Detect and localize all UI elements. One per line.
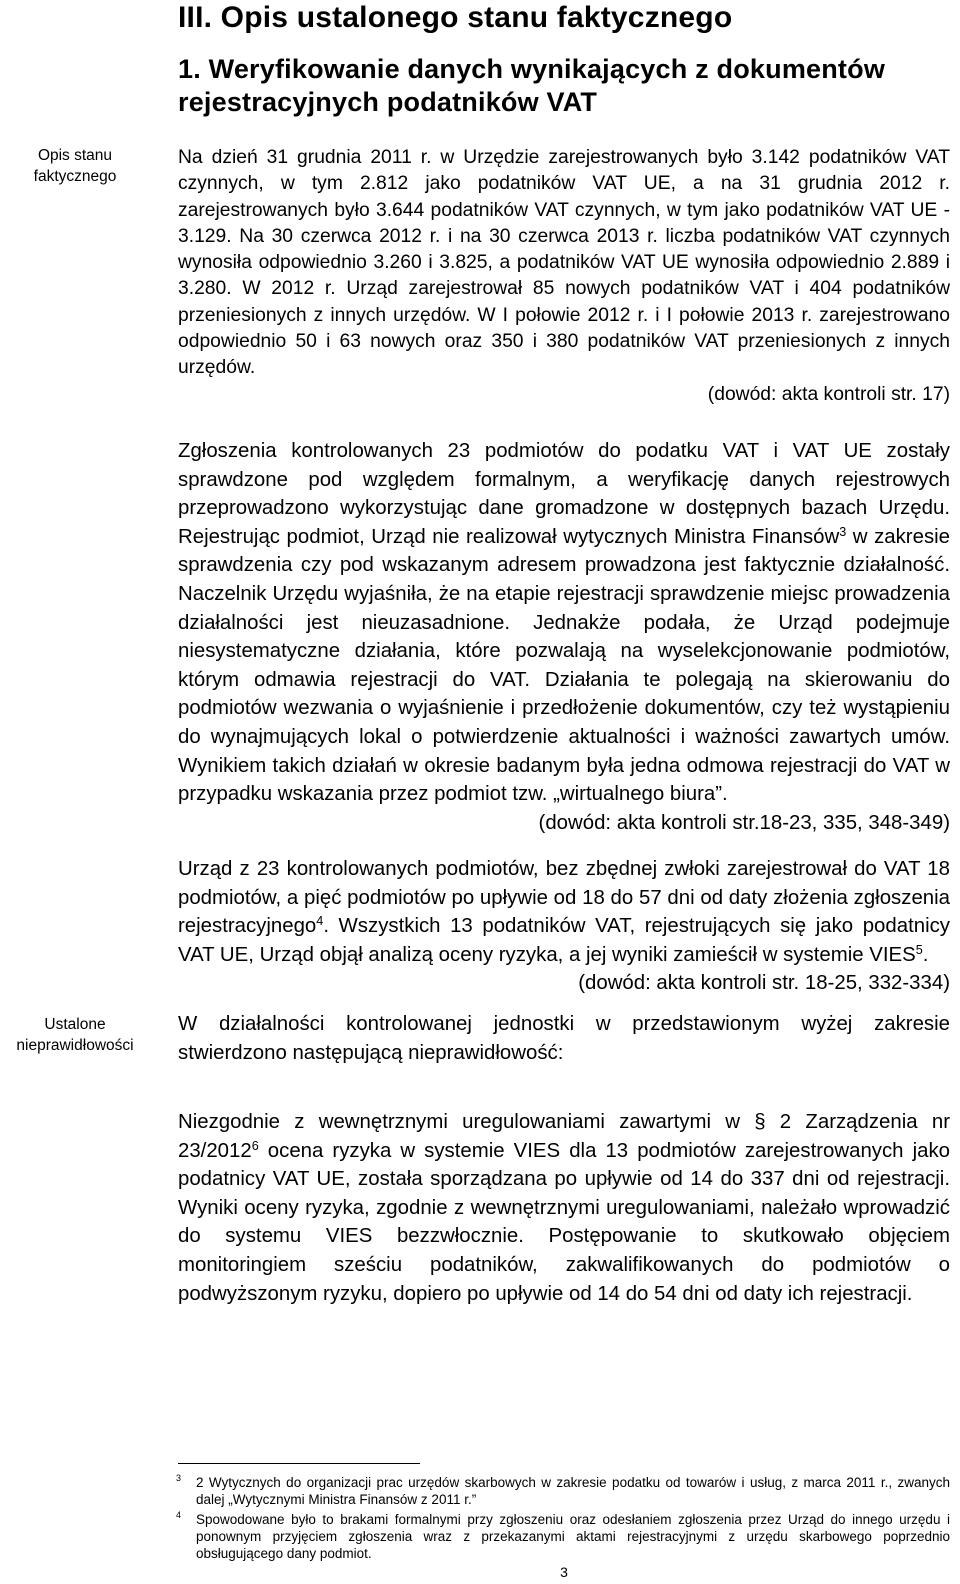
subsection-title-text: 1. Weryfikowanie danych wynikających z dokumentów rejestracyjnych podatników VAT — [178, 54, 886, 117]
paragraph-text: Na dzień 31 grudnia 2011 r. w Urzędzie zarejestrowanych było 3.142 podatników VAT czynnych, w tym 2.812 jako podatników VAT UE, a na 31 grudnia 2012 r. zarejestrowanych było 3.644 podatników VAT czynnych, w tym jako podatników VAT UE - 3.129. Na 30 czerwca 2012 r. i na 30 czerwca 2013 r. liczba podatników VAT czynnych wynosiła odpowiednio 3.260 i 3.825, a podatników VAT UE wynosiła odpowiednio 2.889 i 3.280. W 2012 r. Urząd zarejestrował 85 nowych podatników VAT i 404 podatników przeniesionych z innych urzędów. W I połowie 2012 r. i I połowie 2013 r. zarejestrowano odpowiednio 50 i 63 nowych oraz 350 i 380 podatników VAT przeniesionych z innych urzędów. — [178, 147, 950, 379]
side-label-state: Opis stanu faktycznego — [33, 147, 117, 185]
evidence-reference: (dowód: akta kontroli str. 18-25, 332-334) — [578, 972, 950, 995]
footnote-3 — [178, 1474, 950, 1508]
subsection-title — [178, 53, 958, 119]
paragraph-verification — [178, 437, 950, 837]
evidence-reference: (dowód: akta kontroli str.18-23, 335, 348-349) — [538, 811, 950, 834]
footnote-number: 4 — [176, 1510, 182, 1520]
paragraph-text — [178, 855, 950, 969]
evidence-reference: (dowód: akta kontroli str. 17) — [707, 383, 950, 405]
paragraph-text: W działalności kontrolowanej jednostki w przedstawionym wyżej zakresie stwierdzono następującą nieprawidłowość: — [178, 1013, 950, 1064]
footnote-ref: 3 — [839, 524, 847, 539]
text-run: w zakresie sprawdzenia czy pod wskazanym adresem prowadzona jest faktycznie działalność. Naczelnik Urzędu wyjaśniła, że na etapie rejestracji sprawdzenie miejsc prowadzenia działalności jest nieuzasadnione. Jednakże podała, że Urząd podejmuje niesystematyczne działania, które pozwalają na wyselekcjonowanie podmiotów, którym odmawia rejestracji do VAT. Działania te polegają na skierowaniu do podmiotów wezwania o wyjaśnienie i przedłożenie dokumentów, czy też wystąpieniu do wynajmujących lokal o potwierdzenie aktualności i ważności zawartych umów. Wynikiem takich działań w okresie badanym była jedna odmowa rejestracji do VAT w przypadku wskazania przez podmiot tzw. „wirtualnego biura”. — [178, 525, 951, 806]
footnote-text: 2 Wytycznych do organizacji prac urzędów skarbowych w zakresie podatku od towarów i usług, z marca 2011 r., zwanych dalej „Wytycznymi Ministra Finansów z 2011 r.” — [196, 1475, 950, 1508]
paragraph-finding-intro — [178, 1010, 950, 1067]
footnote-ref: 6 — [251, 1138, 259, 1153]
text-run: ocena ryzyka w systemie VIES dla 13 podmiotów zarejestrowanych jako podatnicy VAT UE, została sporządzana po upływie od 14 do 337 dni od rejestracji. Wyniki oceny ryzyka, zgodnie z wewnętrznymi uregulowaniami, należało wprowadzić do systemu VIES bezzwłocznie. Postępowanie to skutkowało objęciem monitoringiem sześciu podatników, zakwalifikowanych do podmiotów o podwyższonym ryzyku, dopiero po upływie od 14 do 54 dni od daty ich rejestracji. — [178, 1139, 950, 1305]
section-title — [178, 0, 958, 36]
side-label-irregularities: Ustalone nieprawidłowości — [16, 1016, 134, 1054]
footnote-4 — [178, 1511, 950, 1563]
section-title-text: III. Opis ustalonego stanu faktycznego — [178, 1, 733, 34]
text-run: Niezgodnie z wewnętrznymi uregulowaniami zawartymi w § 2 Zarządzenia nr 23/2012 — [178, 1111, 950, 1162]
footnote-ref: 5 — [915, 942, 923, 957]
page-number: 3 — [560, 1564, 568, 1580]
footnote-text: Spowodowane było to brakami formalnymi przy zgłoszeniu oraz odesłaniem zgłoszenia przez Urząd do innego urzędu i ponownym przyjęciem zgłoszenia wraz z przekazanymi aktami rejestracyjnymi z urzędu skarbowego poprzednio obsługującego dany podmiot. — [196, 1512, 950, 1562]
text-run: Urząd z 23 kontrolowanych podmiotów, bez zbędnej zwłoki zarejestrował do VAT 18 podmiotów, a pięć podmiotów po upływie od 18 do 57 dni od daty złożenia zgłoszenia rejestracyjnego — [178, 858, 950, 938]
text-run: Zgłoszenia kontrolowanych 23 podmiotów do podatku VAT i VAT UE zostały sprawdzone pod względem formalnym, a weryfikację danych rejestrowych przeprowadzono wykorzystując dane gromadzone w dostępnych bazach Urzędu. Rejestrując podmiot, Urząd nie realizował wytycznych Ministra Finansów — [178, 440, 950, 548]
footnote-ref: 4 — [316, 914, 324, 929]
paragraph-registration-stats — [178, 145, 950, 408]
text-run: . Wszystkich 13 podatników VAT, rejestrujących się jako podatnicy VAT UE, Urząd objął analizą oceny ryzyka, a jej wyniki zamieścił w systemie VIES — [178, 915, 950, 966]
paragraph-registration-timing — [178, 855, 950, 998]
paragraph-text — [178, 1108, 950, 1308]
text-run: . — [922, 943, 929, 966]
paragraph-irregularity — [178, 1108, 950, 1308]
footnote-number: 3 — [176, 1473, 182, 1483]
footnote-separator — [178, 1463, 420, 1464]
paragraph-text — [178, 437, 950, 809]
